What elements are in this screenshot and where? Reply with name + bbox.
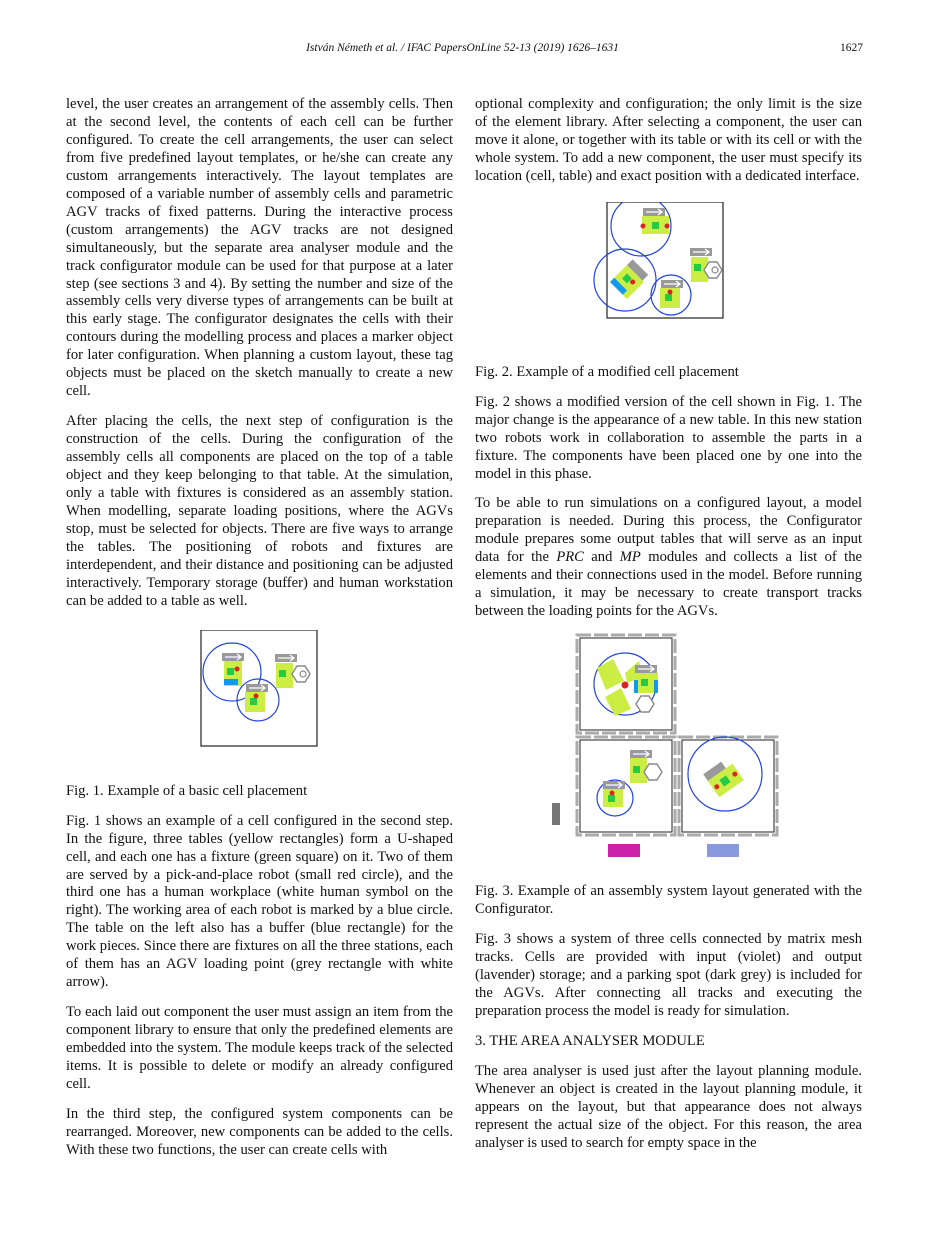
paragraph: Fig. 2 shows a modified version of the cell shown in Fig. 1. The major change is the appearance of a new table. In this new station two robots work in collaboration to assemble the parts in a fixture. The components have been placed one by one into the model in this phase. [475, 393, 862, 482]
robot [641, 223, 646, 228]
fixture [250, 698, 257, 705]
fixture [227, 668, 234, 675]
prc-term: PRC [556, 549, 584, 566]
paragraph: Fig. 3 shows a system of three cells connected by matrix mesh tracks. Cells are provided with input (violet) and output (lavender) storage; and a parking spot (dark grey) is included for the AGVs. After connecting all tracks and executing the preparation process the model is ready for simulation. [475, 931, 862, 1019]
figure-1-caption: Fig. 1. Example of a basic cell placement [66, 782, 308, 799]
right-column [475, 96, 862, 1165]
fig2-cell-diagram [475, 202, 862, 362]
figure-3 [475, 633, 862, 873]
paragraph: Fig. 1 shows an example of a cell configured in the second step. In the figure, three tables (yellow rectangles) form a U-shaped cell, and each one has a fixture (green square) on it. Two of them are served by a pick-and-place robot (small red circle), and the third one has a human workplace (white human symbol on the right). The working area of each robot is marked by a blue circle. The table on the left also has a buffer (blue rectangle) for the work pieces. Since there are fixtures on all the three stations, each of them has an AGV loading point (grey rectangle with white arrow). [66, 812, 453, 991]
buffer [634, 680, 638, 693]
paragraph [475, 495, 862, 621]
cell-contour [580, 740, 672, 832]
fig3-layout-diagram [475, 633, 862, 873]
figure-2 [475, 198, 862, 358]
fixture [641, 679, 648, 686]
human-workplace-icon [644, 764, 662, 780]
robot [610, 791, 615, 796]
parking-spot [552, 803, 560, 825]
mp-term: MP [619, 549, 641, 566]
paragraph: In the third step, the configured system components can be rearranged. Moreover, new components can be added to the cells. With these two functions, the user can create cells with [66, 1105, 453, 1158]
input-storage [608, 844, 640, 857]
paragraph: The area analyser is used just after the layout planning module. Whenever an object is created in the layout planning module, it appears on the layout, but that appearance does not always represent the actual size of the object. For this reason, the area analyser is used to search for empty space in the [475, 1062, 862, 1151]
fixture [665, 294, 672, 301]
output-storage [707, 844, 739, 857]
fig1-cell-diagram [66, 630, 453, 782]
figure-3-caption: Fig. 3. Example of an assembly system layout generated with the Configurator. [475, 883, 862, 918]
human-workplace-icon [704, 262, 722, 278]
fixture [279, 670, 286, 677]
text-span: and [583, 549, 620, 566]
robot [665, 223, 670, 228]
fixture [694, 264, 701, 271]
robot [622, 682, 629, 689]
figure-2-caption: Fig. 2. Example of a modified cell placement [475, 363, 739, 380]
paragraph: To each laid out component the user must assign an item from the component library to ensure that only the predefined elements are embedded into the system. The module keeps track of the selected items. It is possible to delete or modify an already configured cell. [66, 1004, 453, 1092]
fixture [633, 766, 640, 773]
robot [254, 693, 259, 698]
buffer [224, 679, 238, 685]
paragraph: optional complexity and configuration; the only limit is the size of the element library. After selecting a component, the user can move it alone, or together with its table or with its cell or with the whole system. To add a new component, the user must specify its location (cell, table) and exact position with a dedicated interface. [475, 96, 862, 184]
paragraph: After placing the cells, the next step of configuration is the construction of the cells. During the configuration of the assembly cells all components are placed on the top of a table object and they keep belonging to that table. At the simulation, only a table with fixtures is considered as an assembly station. When modelling, separate loading positions, where the AGVs stop, must be selected for objects. There are five ways to arrange the tables. The positioning of robots and fixtures are interdependent, and their distance and positioning can be adjusted interactively. Temporary storage (buffer) and human workstation can be added to a table as well. [66, 413, 453, 609]
running-header [0, 42, 925, 58]
agv-track [577, 737, 675, 835]
robot [235, 666, 240, 671]
header-citation: István Németh et al. / IFAC PapersOnLine 52-13 (2019) 1626–1631 [306, 42, 619, 54]
left-column [66, 96, 453, 1172]
figure-1 [66, 623, 453, 775]
section-heading: 3. THE AREA ANALYSER MODULE [475, 1032, 705, 1049]
page-number: 1627 [840, 42, 863, 54]
human-workplace-icon [636, 696, 654, 712]
text-span: modules and collects a list of the elements and their connections used in the model. Before running a simulation, it may be necessary to create transport tracks between the loading points for the AGVs. [475, 549, 862, 620]
human-workplace-icon [292, 666, 310, 682]
fixture [608, 795, 615, 802]
paragraph: level, the user creates an arrangement of the assembly cells. Then at the second level, the contents of each cell can be further configured. To create the cell arrangements, the user can select from five predefined layout templates, or he/she can create any custom arrangements interactively. The layout templates are composed of a variable number of assembly cells and parametric AGV tracks of fixed patterns. During the interactive process (custom arrangements) the AGV tracks are not designed simultaneously, but the separate area analyser module and the track configurator module can be used for that purpose at a later step (see sections 3 and 4). By setting the number and size of the assembly cells very diverse types of arrangements can be built at this early stage. The configurator designates the cells with their contours during the modelling process and places a marker object for later configuration. When planning a custom layout, these tag objects must be placed on the sketch manually to create a new cell. [66, 96, 453, 400]
fixture [652, 222, 659, 229]
text-span: To be able to run simulations on a configured layout, a model preparation is needed. During this process, the Configurator module prepares some output tables that will serve as an input data for the [475, 495, 862, 566]
table [605, 688, 631, 716]
buffer [654, 680, 658, 693]
robot [668, 289, 673, 294]
